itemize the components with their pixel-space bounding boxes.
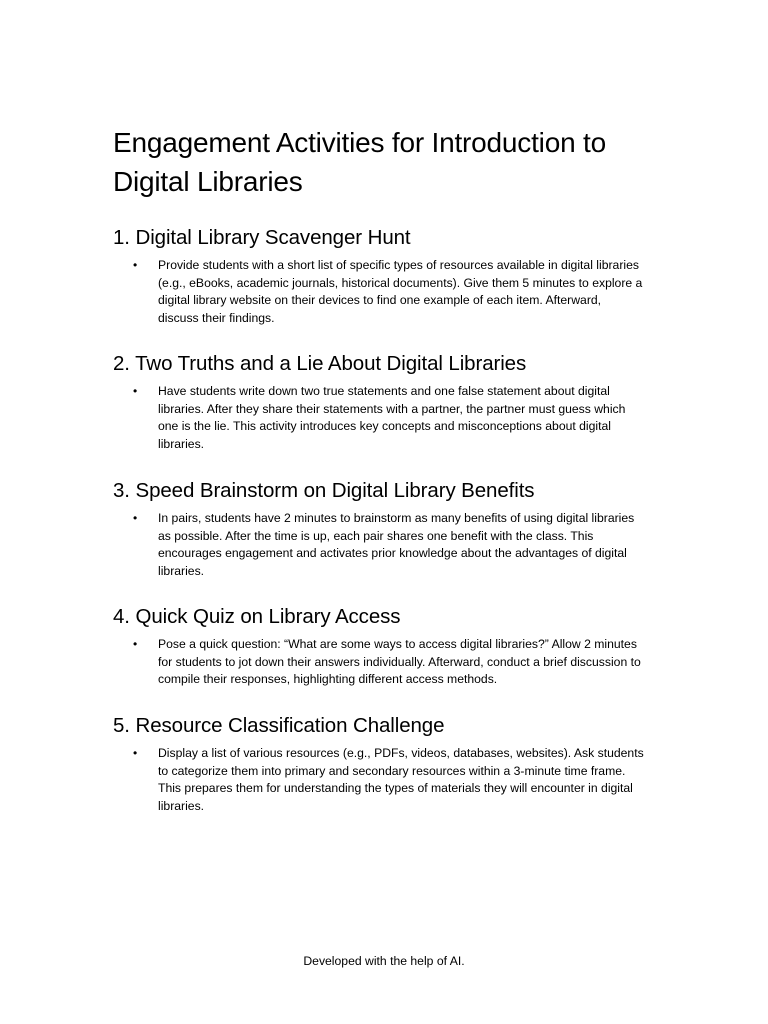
list-item xyxy=(113,745,673,815)
section-quick-quiz xyxy=(113,604,673,689)
bullet-list xyxy=(113,745,673,815)
bullet-text: Pose a quick question: “What are some ways to access digital libraries?” Allow 2 minutes for students to jot down their answers individually. Afterward, conduct a brief discussion to compile their responses, highlighting different access methods. xyxy=(158,637,641,687)
section-scavenger-hunt xyxy=(113,225,673,327)
section-heading: 2. Two Truths and a Lie About Digital Libraries xyxy=(113,352,527,375)
section-heading: 1. Digital Library Scavenger Hunt xyxy=(113,226,411,249)
bullet-icon: • xyxy=(133,384,138,398)
section-resource-classification xyxy=(113,713,673,815)
section-heading: 5. Resource Classification Challenge xyxy=(113,714,445,737)
bullet-text: In pairs, students have 2 minutes to brainstorm as many benefits of using digital libraries as possible. After the time is up, each pair shares one benefit with the class. This encourages engagement and activates prior knowledge about the advantages of digital libraries. xyxy=(158,511,635,578)
bullet-list xyxy=(113,257,673,327)
section-heading: 4. Quick Quiz on Library Access xyxy=(113,605,401,628)
bullet-icon: • xyxy=(133,637,138,651)
bullet-list xyxy=(113,510,673,580)
section-heading: 3. Speed Brainstorm on Digital Library Benefits xyxy=(113,479,535,502)
list-item xyxy=(113,510,673,580)
list-item xyxy=(113,257,673,327)
bullet-list xyxy=(113,636,673,689)
section-speed-brainstorm xyxy=(113,478,673,580)
footer-note: Developed with the help of AI. xyxy=(303,954,465,968)
bullet-icon: • xyxy=(133,258,138,272)
list-item xyxy=(113,636,673,689)
bullet-icon: • xyxy=(133,511,138,525)
bullet-text: Provide students with a short list of specific types of resources available in digital libraries (e.g., eBooks, academic journals, historical documents). Give them 5 minutes to explore a digital library website on their devices to find one example of each item. Afterward, discuss their findings. xyxy=(158,258,643,325)
list-item xyxy=(113,383,673,453)
section-two-truths xyxy=(113,351,673,453)
bullet-icon: • xyxy=(133,746,138,760)
bullet-text: Display a list of various resources (e.g., PDFs, videos, databases, websites). Ask students to categorize them into primary and secondary resources within a 3-minute time frame. This prepares them for understanding the types of materials they will encounter in digital libraries. xyxy=(158,746,644,813)
bullet-list xyxy=(113,383,673,453)
document-title: Engagement Activities for Introduction to Digital Libraries xyxy=(113,127,606,197)
bullet-text: Have students write down two true statements and one false statement about digital libraries. After they share their statements with a partner, the partner must guess which one is the lie. This activity introduces key concepts and misconceptions about digital libraries. xyxy=(158,384,626,451)
